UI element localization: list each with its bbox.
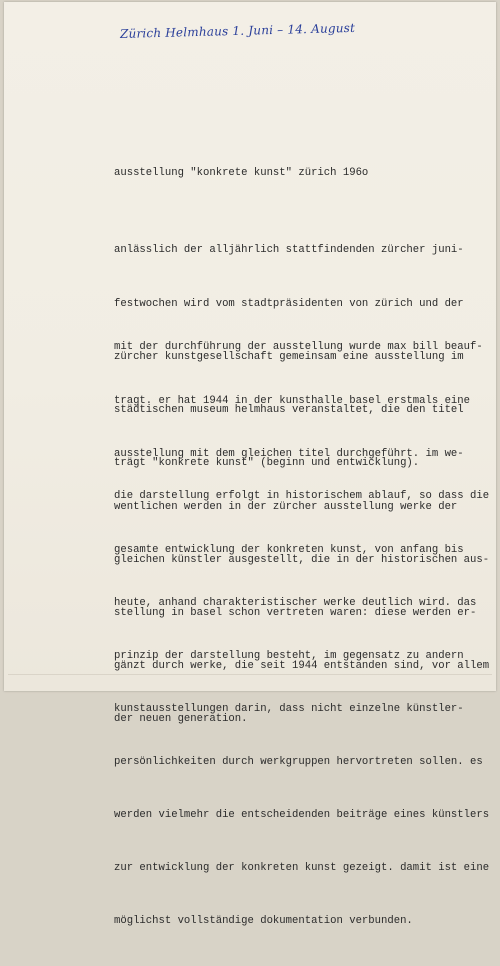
text-line: gleichen künstler ausgestellt, die in der historischen aus-	[114, 553, 490, 566]
text-line: gesamte entwicklung der konkreten kunst, von anfang bis	[114, 543, 464, 556]
text-line: persönlichkeiten durch werkgruppen hervortreten sollen. es	[114, 755, 483, 768]
text-line: festwochen wird vom stadtpräsidenten von zürich und der	[114, 297, 464, 310]
text-line: trägt "konkrete kunst" (beginn und entwicklung).	[114, 456, 420, 469]
text-line: mit der durchführung der ausstellung wurde max bill beauf-	[114, 341, 483, 354]
text-line: stellung in basel schon vertreten waren: diese werden er-	[114, 606, 477, 619]
text-line: anlässlich der alljährlich stattfindenden zürcher juni-	[114, 244, 464, 257]
document-title: ausstellung "konkrete kunst" zürich 196o	[114, 167, 369, 179]
text-line: werden vielmehr die entscheidenden beiträge eines künstlers	[114, 808, 490, 821]
paragraph-3	[114, 453, 489, 966]
handwritten-annotation: Zürich Helmhaus 1. Juni – 14. August	[119, 20, 356, 41]
text-line: prinzip der darstellung besteht, im gegensatz zu andern	[114, 649, 464, 662]
text-line: tragt. er hat 1944 in der kunsthalle basel erstmals eine	[114, 394, 471, 407]
text-line: gänzt durch werke, die seit 1944 entstanden sind, vor allem	[114, 659, 490, 672]
text-line: zürcher kunstgesellschaft gemeinsam eine ausstellung im	[114, 350, 464, 363]
text-line: ausstellung mit dem gleichen titel durchgeführt. im we-	[114, 447, 464, 460]
text-line: zur entwicklung der konkreten kunst gezeigt. damit ist eine	[114, 862, 490, 875]
text-line: wentlichen werden in der zürcher ausstellung werke der	[114, 500, 458, 513]
text-line: heute, anhand charakteristischer werke deutlich wird. das	[114, 596, 477, 609]
paper-crease	[8, 674, 492, 675]
text-line: der neuen generation.	[114, 713, 248, 726]
document-page	[4, 2, 496, 928]
text-line: städtischen museum helmhaus veranstaltet, die den titel	[114, 403, 464, 416]
text-line: möglichst vollständige dokumentation verbunden.	[114, 915, 413, 928]
text-line: die darstellung erfolgt in historischem ablauf, so dass die	[114, 490, 490, 503]
text-line: kunstausstellungen darin, dass nicht einzelne künstler-	[114, 702, 464, 715]
